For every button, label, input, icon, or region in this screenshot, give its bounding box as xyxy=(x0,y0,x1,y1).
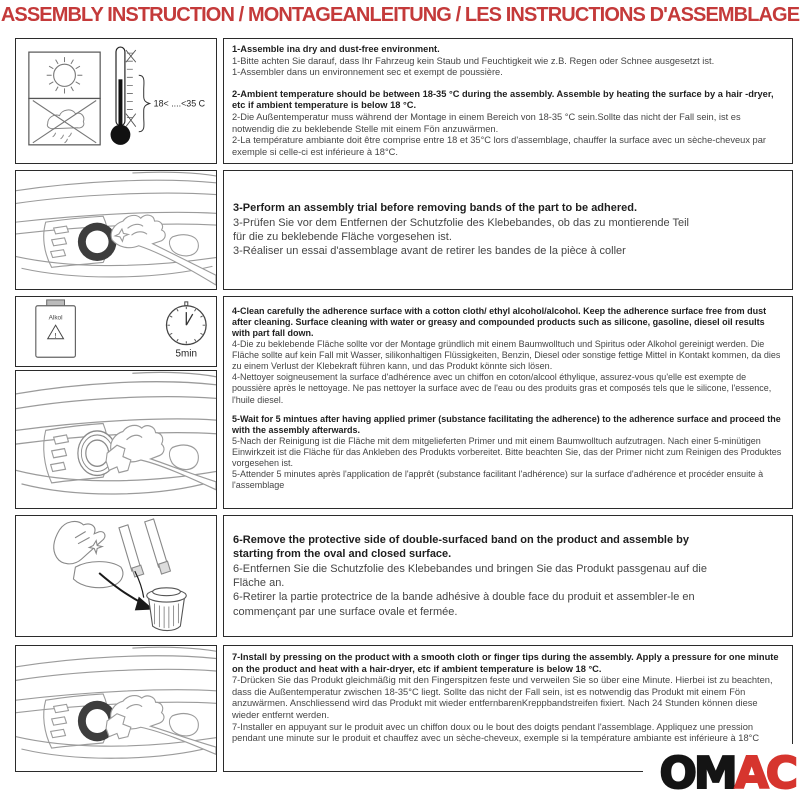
tape-removal-illustration xyxy=(15,515,217,637)
step-6 xyxy=(233,533,722,619)
step-6-en: 6-Remove the protective side of double-surfaced band on the product and assemble by starting from the oval and closed surface. xyxy=(233,534,689,561)
step-6-de: 6-Entfernen Sie die Schutzfolie des Klebebandes und bringen Sie das Produkt passgenau auf die Fläche an. xyxy=(233,562,707,589)
clock-icon xyxy=(166,302,206,359)
step-7-de: 7-Drücken Sie das Produkt gleichmäßig mit den Fingerspitzen feste und verweilen Sie so über eine Minute. Hierbei ist zu beachten, dass die Außentemperatur zwischen 18-35°C liegt. Sollte das nicht der Fall sein, ist es notwendig das Produkt mit einem Fön anzuwärmen. Anschliessend wird das Produkt mit wieder entfernbarenKreppbandstreifen fixiert. Nach 24 Stunden können diese wieder entfernt werden. xyxy=(232,675,773,721)
step-1-en: 1-Assemble ina dry and dust-free environment. xyxy=(232,44,440,54)
step-7-fr: 7-Installer en appuyant sur le produit avec un chiffon doux ou le bout des doigts pendant l'assemblage. Appliquez une pression pendant une minute sur le produit et chauffez avec un sèche-cheveux, exemple si la température ambiante est inférieure à 18°C xyxy=(232,721,760,744)
no-rain-icon xyxy=(29,98,100,144)
step-6-fr: 6-Retirer la partie protectrice de la bande adhésive à double face du produit et assembler-le en commençant par une surface ovale et fermée. xyxy=(233,591,695,618)
step-5-en: 5-Wait for 5 mintues after having applied primer (substance facilitating the adherence) to the adherence surface and proceed the with the assembly afterwards. xyxy=(232,413,781,435)
step-4-5-text xyxy=(223,296,793,509)
step-5-fr: 5-Attender 5 minutes après l'application de l'apprêt (substance facilitant l'adhérence) sur la surface d'adhérence et procéder ensuite à l'assemblage xyxy=(232,468,764,490)
step-5-de: 5-Nach der Reinigung ist die Fläche mit dem mitgelieferten Primer und mit einem Baumwolltuch aufzutragen. Nach einer 5-minütigen Einwirkzeit ist die Fläche für das Ankleben des Produkts vorbereitet. Bitte beachten Sie, das der Primer nicht zum Reinigen des Produktes vorgesehen ist. xyxy=(232,435,782,468)
step-2-fr: 2-La température ambiante doit être comprise entre 18 et 35°C lors d'assemblage, chauffer la surface avec un sèche-cheveux par exemple si celle-ci est inférieure à 18°C. xyxy=(232,135,766,157)
climate-illustration xyxy=(15,38,217,164)
cleaning-supplies-illustration xyxy=(15,296,217,367)
alcohol-bottle-icon xyxy=(36,300,76,357)
step-3 xyxy=(233,201,692,258)
press-install-illustration xyxy=(15,645,217,772)
step-4 xyxy=(232,306,784,406)
trash-can-icon xyxy=(147,588,187,631)
step-6-text xyxy=(223,515,793,637)
step-1-fr: 1-Assembler dans un environnement sec et exempt de poussière. xyxy=(232,67,503,78)
step-4-de: 4-Die zu beklebende Fläche sollte vor der Montage gründlich mit einem Baumwolltuch und Spiritus oder Alkohol gereinigt werden. Die Fläche sollte auf kein Fall mit Wasser, silikonhaltigen Flüssigkeiten, Benzin, Diesel oder sonstige fettige Mittel in Kontakt kommen, da dies zu einem Verlust der Klebekraft führen kann, und das Produkt könnte sich lösen. xyxy=(232,339,781,372)
step-3-en: 3-Perform an assembly trial before removing bands of the part to be adhered. xyxy=(233,202,638,215)
step-2-en: 2-Ambient temperature should be between 18-35 °C during the assembly. Assemble by heating the surface by a hair -dryer, etc if ambient temperature is below 18 °C. xyxy=(232,88,774,111)
step-2-de: 2-Die Außentemperatur muss während der Montage in einem Bereich von 18-35 °C sein.Sollte das nicht der Fall sein, ist es notwendig die zu beklebende Stelle mit einem Fön anzuwärmen. xyxy=(232,112,741,134)
omac-logo-black: OM xyxy=(659,748,735,799)
step-3-de: 3-Prüfen Sie vor dem Entfernen der Schutzfolie des Klebebandes, ob das zu montierende Teil für die zu beklebende Fläche vorgesehen ist. xyxy=(233,216,689,243)
step-1 xyxy=(232,44,784,79)
step-7-en: 7-Install by pressing on the product with a smooth cloth or finger tips during the assembly. Apply a pressure for one minute on the product and heat with a hair-dryer, etc if ambient temperature is below 18 °C. xyxy=(232,652,779,674)
step-1-de: 1-Bitte achten Sie darauf, dass Ihr Fahrzeug kein Staub und Feuchtigkeit wie z.B. Regen oder Schnee ausgesetzt ist. xyxy=(232,55,715,66)
step-3-text xyxy=(223,170,793,290)
step-5 xyxy=(232,414,784,491)
omac-logo-red: AC xyxy=(734,748,795,799)
sun-icon xyxy=(29,52,100,98)
step-1-2-text xyxy=(223,38,793,164)
step-2 xyxy=(232,89,784,159)
step-7 xyxy=(232,652,784,745)
assembly-trial-illustration xyxy=(15,170,217,290)
page-title: ASSEMBLY INSTRUCTION / MONTAGEANLEITUNG / LES INSTRUCTIONS D'ASSEMBLAGE xyxy=(0,4,800,26)
step-4-en: 4-Clean carefully the adherence surface with a cotton cloth/ ethyl alcohol/alcohol. Keep the adherence surface free from dust after cleaning. Surface cleaning with water or greasy and compounded products such as silicone, gasoline, diesel oil results with part fall down. xyxy=(232,306,767,339)
temp-range-label: 18< ....<35 C xyxy=(153,98,206,109)
clock-label: 5min xyxy=(175,348,198,360)
surface-cleaning-illustration xyxy=(15,370,217,509)
svg-text:!: ! xyxy=(54,330,57,340)
omac-logo xyxy=(643,744,795,799)
step-3-fr: 3-Réaliser un essai d'assemblage avant de retirer les bandes de la pièce à coller xyxy=(233,245,626,258)
step-4-fr: 4-Nettoyer soigneusement la surface d'adhérence avec un chiffon en coton/alcool éthylique, assurez-vous qu'elle est exempte de poussière après le nettoyage. Ne pas nettoyer la surface avec de l'eau ou des produits gras et composés tels que le silicone, l'essence, l'huile diesel. xyxy=(232,372,772,405)
svg-text:Alkol: Alkol xyxy=(48,314,63,322)
thermometer-icon xyxy=(111,47,150,145)
